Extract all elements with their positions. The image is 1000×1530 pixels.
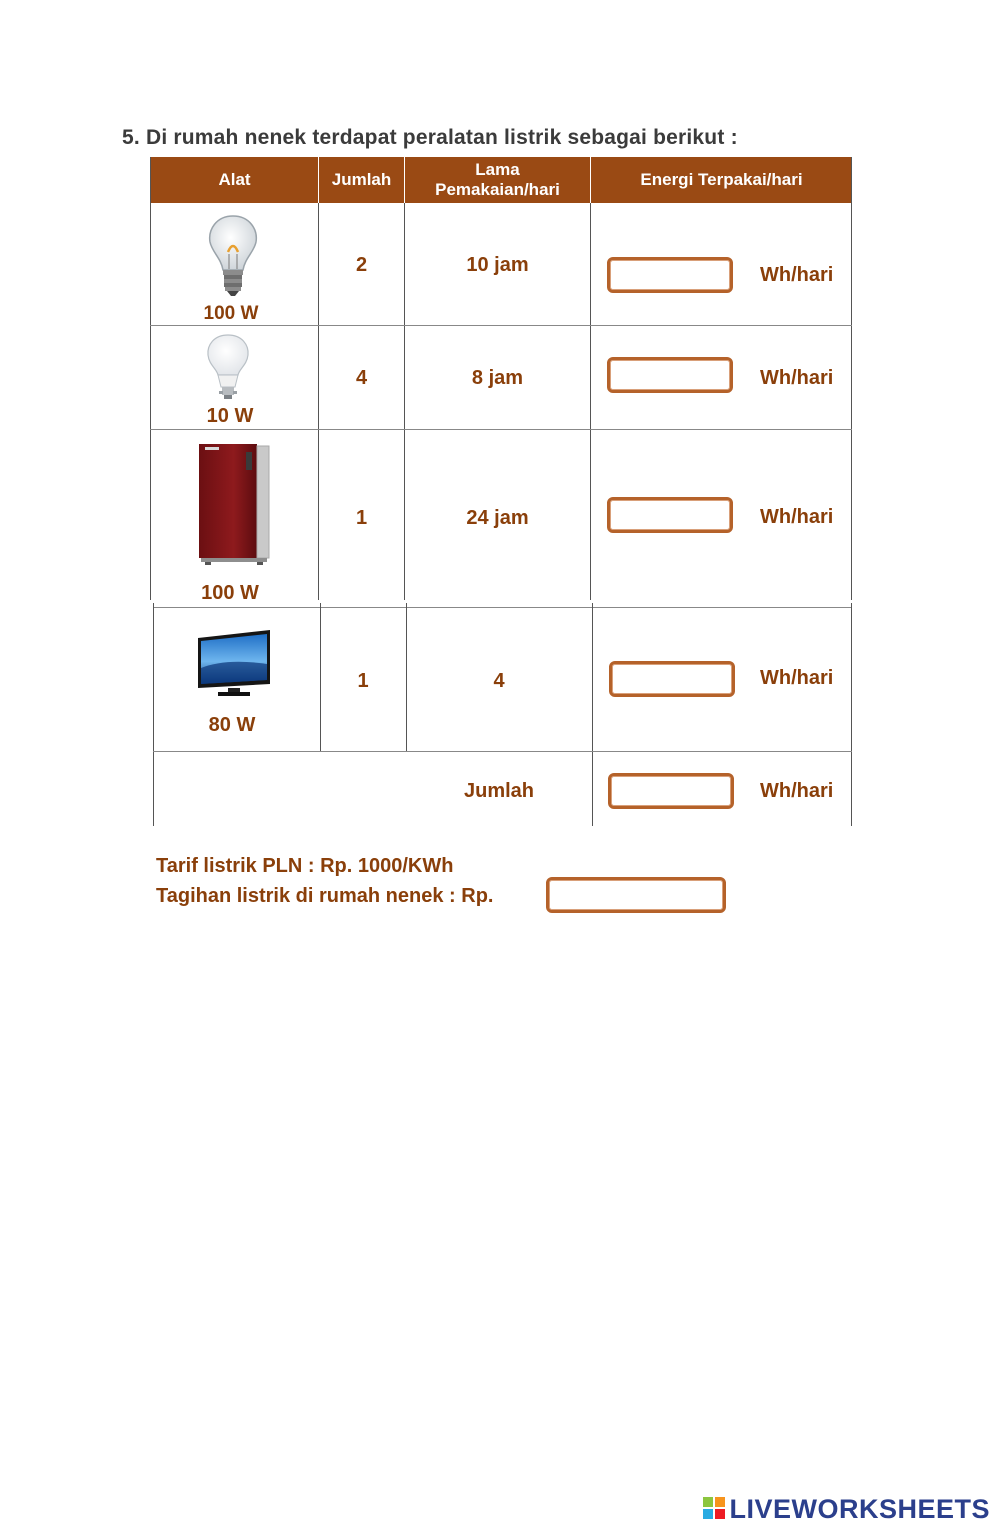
brand-text: LIVEWORKSHEETS bbox=[729, 1493, 990, 1524]
table-border bbox=[150, 157, 151, 600]
incandescent-bulb-icon bbox=[204, 214, 262, 303]
total-label: Jumlah bbox=[463, 780, 535, 802]
lama-value: 8 jam bbox=[471, 367, 524, 389]
tagihan-answer-input[interactable] bbox=[546, 877, 726, 913]
lama-value: 24 jam bbox=[466, 507, 529, 529]
energy-unit: Wh/hari bbox=[760, 264, 834, 286]
table-border bbox=[851, 603, 852, 826]
table-border bbox=[150, 429, 852, 430]
header-lama-line1: Lama bbox=[475, 160, 520, 179]
lama-value: 10 jam bbox=[466, 254, 529, 276]
jumlah-value: 1 bbox=[357, 670, 369, 692]
television-icon bbox=[196, 628, 272, 703]
header-lama bbox=[405, 157, 590, 203]
header-jumlah: Jumlah bbox=[319, 157, 404, 203]
table-border bbox=[153, 751, 852, 752]
jumlah-value: 2 bbox=[355, 254, 368, 276]
header-alat: Alat bbox=[151, 157, 318, 203]
table-border bbox=[153, 607, 852, 608]
liveworksheets-logo-icon bbox=[703, 1495, 725, 1526]
energy-answer-input[interactable] bbox=[607, 357, 733, 393]
header-lama-line2: Pemakaian/hari bbox=[435, 180, 560, 199]
table-border bbox=[590, 203, 591, 600]
tarif-text: Tarif listrik PLN : Rp. 1000/KWh bbox=[156, 855, 454, 877]
energy-unit: Wh/hari bbox=[760, 506, 834, 528]
energy-unit: Wh/hari bbox=[760, 667, 834, 689]
jumlah-value: 1 bbox=[355, 507, 368, 529]
brand-logo bbox=[703, 1494, 990, 1526]
total-answer-input[interactable] bbox=[608, 773, 734, 809]
energy-answer-input[interactable] bbox=[609, 661, 735, 697]
jumlah-value: 4 bbox=[355, 367, 368, 389]
led-bulb-icon bbox=[205, 333, 251, 408]
refrigerator-icon bbox=[197, 442, 271, 571]
question-text: 5. Di rumah nenek terdapat peralatan listrik sebagai berikut : bbox=[122, 126, 738, 149]
appliance-power: 100 W bbox=[201, 582, 259, 600]
total-unit: Wh/hari bbox=[760, 780, 834, 802]
energy-answer-input[interactable] bbox=[607, 257, 733, 293]
energy-answer-input[interactable] bbox=[607, 497, 733, 533]
header-energi: Energi Terpakai/hari bbox=[591, 157, 852, 203]
lama-value: 4 bbox=[493, 670, 505, 692]
appliance-power: 10 W bbox=[206, 405, 254, 427]
appliance-power: 80 W bbox=[208, 714, 256, 736]
appliance-power: 100 W bbox=[203, 303, 259, 324]
table-border bbox=[150, 325, 852, 326]
tagihan-text: Tagihan listrik di rumah nenek : Rp. bbox=[156, 885, 494, 907]
table-border bbox=[851, 157, 852, 600]
table-border bbox=[592, 603, 593, 826]
energy-unit: Wh/hari bbox=[760, 367, 834, 389]
